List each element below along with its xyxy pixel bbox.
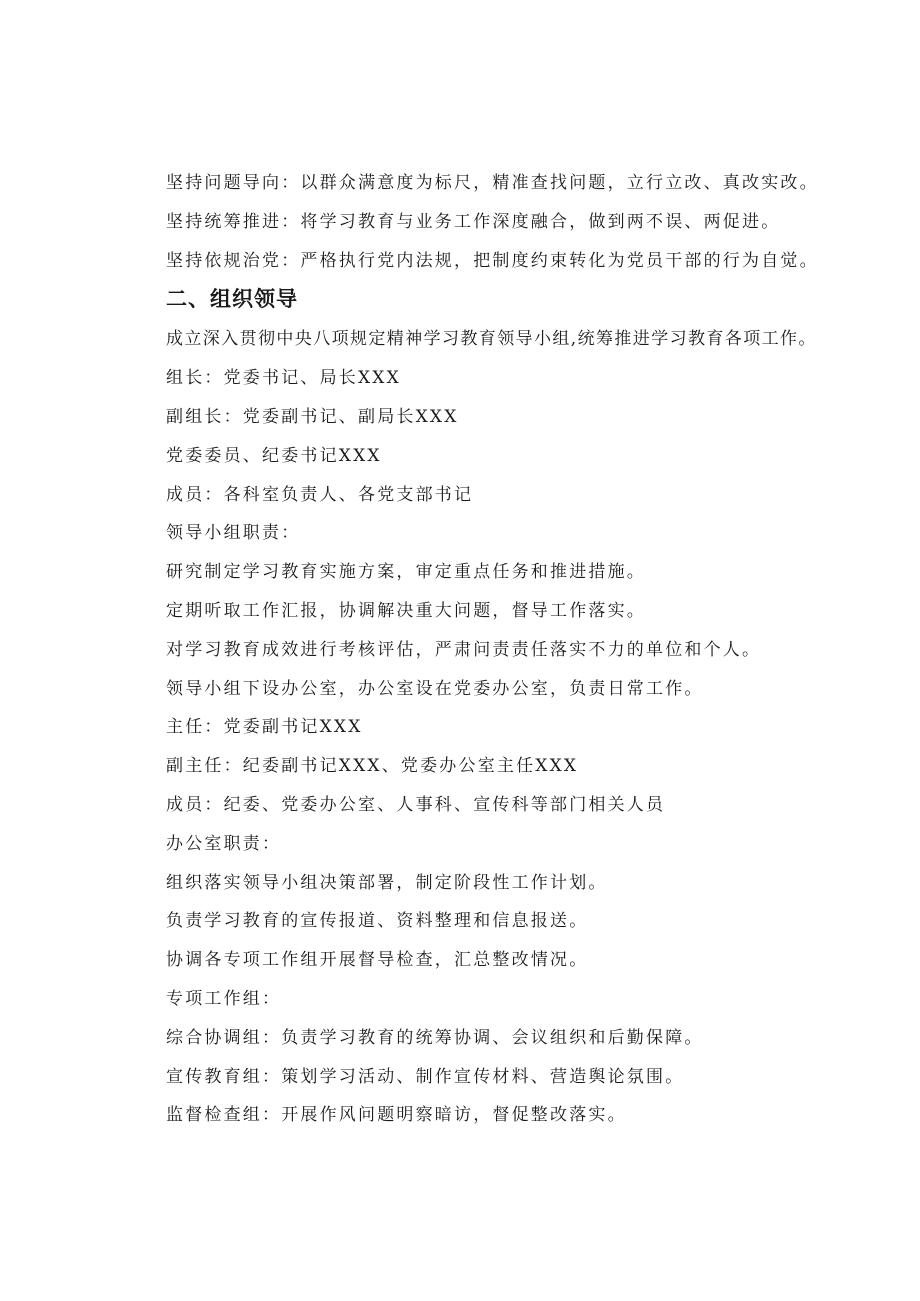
document-body xyxy=(166,168,846,1139)
body-paragraph: 协调各专项工作组开展督导检查，汇总整改情况。 xyxy=(166,950,589,971)
section-heading: 二、组织领导 xyxy=(166,287,298,312)
body-paragraph: 对学习教育成效进行考核评估，严肃问责责任落实不力的单位和个人。 xyxy=(166,639,762,660)
body-paragraph: 领导小组职责： xyxy=(166,523,301,544)
body-paragraph: 研究制定学习教育实施方案，审定重点任务和推进措施。 xyxy=(166,562,646,583)
body-paragraph: 党委委员、纪委书记XXX xyxy=(166,445,382,466)
body-paragraph: 组长：党委书记、局长XXX xyxy=(166,368,401,389)
body-paragraph: 负责学习教育的宣传报道、资料整理和信息报送。 xyxy=(166,911,589,932)
body-paragraph: 定期听取工作汇报，协调解决重大问题，督导工作落实。 xyxy=(166,600,646,621)
body-paragraph: 主任：党委副书记XXX xyxy=(166,717,363,738)
body-paragraph: 综合协调组：负责学习教育的统筹协调、会议组织和后勤保障。 xyxy=(166,1027,704,1048)
body-paragraph: 宣传教育组：策划学习活动、制作宣传材料、营造舆论氛围。 xyxy=(166,1066,685,1087)
body-paragraph: 成立深入贯彻中央八项规定精神学习教育领导小组,统筹推进学习教育各项工作。 xyxy=(166,329,817,350)
body-paragraph: 副主任：纪委副书记XXX、党委办公室主任XXX xyxy=(166,756,579,777)
body-paragraph: 领导小组下设办公室，办公室设在党委办公室，负责日常工作。 xyxy=(166,678,704,699)
body-paragraph: 监督检查组：开展作风问题明察暗访，督促整改落实。 xyxy=(166,1105,627,1126)
principle-paragraph: 坚持统筹推进：将学习教育与业务工作深度融合，做到两不误、两促进。 xyxy=(166,211,781,232)
body-paragraph: 专项工作组： xyxy=(166,988,282,1009)
body-paragraph: 副组长：党委副书记、副局长XXX xyxy=(166,406,459,427)
body-paragraph: 办公室职责： xyxy=(166,833,282,854)
principle-paragraph: 坚持依规治党：严格执行党内法规，把制度约束转化为党员干部的行为自觉。 xyxy=(166,250,819,271)
body-paragraph: 成员：各科室负责人、各党支部书记 xyxy=(166,484,474,505)
body-paragraph: 组织落实领导小组决策部署，制定阶段性工作计划。 xyxy=(166,872,608,893)
principle-paragraph: 坚持问题导向：以群众满意度为标尺，精准查找问题，立行立改、真改实改。 xyxy=(166,173,819,193)
body-paragraph: 成员：纪委、党委办公室、人事科、宣传科等部门相关人员 xyxy=(166,794,666,815)
